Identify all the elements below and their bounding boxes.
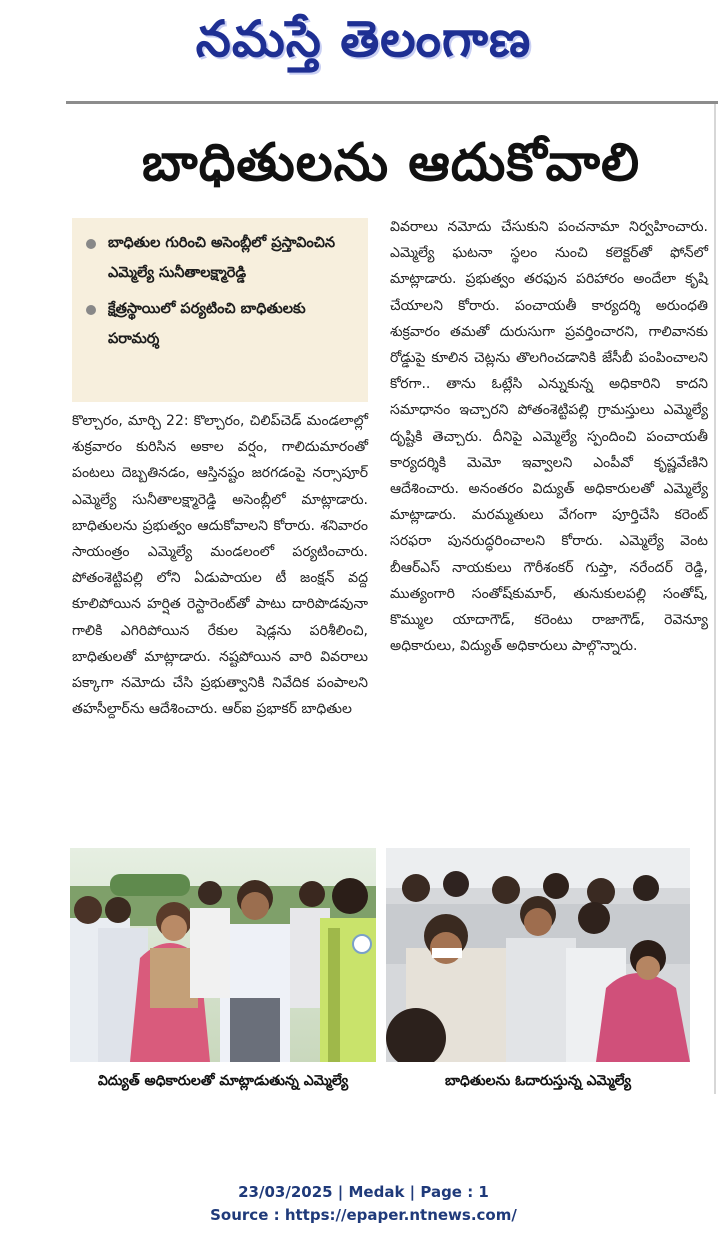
photo-illustration bbox=[386, 848, 690, 1062]
bullet-icon bbox=[86, 305, 96, 315]
article-column-right: వివరాలు నమోదు చేసుకుని పంచనామా నిర్వహించారు. ఎమ్మెల్యే ఘటనా స్థలం నుంచి కలెక్టర్‌తో ఫోన్‌లో మాట్లాడారు. ప్రభుత్వం తరఫున పరిహారం అందేలా కృషి చేయాలని కోరారు. పంచాయతీ కార్యదర్శి అరుంధతి శుక్రవారం తమతో దురుసుగా ప్రవర్తించారని, గాలివానకు రోడ్డుపై కూలిన చెట్లను తొలగించడానికి జేసీబీ పంపించాలని కోరగా.. తాను ఓట్లేసి ఎన్నుకున్న అధికారిని కాదని సమాధానం ఇచ్చారని పోతంశెట్టిపల్లి గ్రామస్తులు ఎమ్మెల్యే దృష్టికి తెచ్చారు. దీనిపై ఎమ్మెల్యే స్పందించి పంచాయతీ కార్యదర్శికి మెమో ఇవ్వాలని ఎంపీవో కృష్ణవేణిని ఆదేశించారు. అనంతరం విద్యుత్ అధికారులతో ఎమ్మెల్యే మాట్లాడారు. మరమ్మతులు వేగంగా పూర్తిచేసి కరెంట్ సరఫరా పునరుద్ధరించాలని కోరారు. ఎమ్మెల్యే వెంట బీఆర్ఎస్ నాయకులు గౌరీశంకర్ గుప్తా, నరేందర్ రెడ్డి, ముత్యంగారి సంతోష్‌కుమార్, తునుకులపల్లి సంతోష్, కొమ్ముల యాదాగౌడ్, కరెంటు రాజాగౌడ్, రెవెన్యూ అధికారులు, విద్యుత్ అధికారులు పాల్గొన్నారు. bbox=[390, 219, 708, 655]
masthead bbox=[0, 0, 727, 80]
page-edge-rule bbox=[714, 104, 716, 1094]
edition-info: 23/03/2025 | Medak | Page : 1 bbox=[238, 1183, 489, 1201]
newspaper-logo: నమస్తే తెలంగాణ bbox=[195, 10, 532, 68]
bullet-icon bbox=[86, 239, 96, 249]
highlight-item bbox=[82, 228, 358, 288]
highlights-box bbox=[72, 218, 368, 402]
highlight-item bbox=[82, 294, 358, 354]
highlight-text: క్షేత్రస్థాయిలో పర్యటించి బాధితులకు పరామర్శ bbox=[108, 301, 306, 347]
article-headline: బాధితులను ఆదుకోవాలి bbox=[141, 133, 641, 193]
photo-illustration bbox=[70, 848, 376, 1062]
photo-caption-right: బాధితులను ఓదారుస్తున్న ఎమ్మెల్యే bbox=[445, 1073, 631, 1089]
source-link[interactable]: Source : https://epaper.ntnews.com/ bbox=[210, 1206, 517, 1224]
photo-mla-consoling-victims bbox=[386, 848, 690, 1062]
photo-caption-left: విద్యుత్ అధికారులతో మాట్లాడుతున్న ఎమ్మెల్యే bbox=[97, 1073, 349, 1089]
photo-mla-with-officials bbox=[70, 848, 376, 1062]
article-column-left: కొల్చారం, మార్చి 22: కొల్చారం, చిలిప్‌చెడ్ మండలాల్లో శుక్రవారం కురిసిన అకాల వర్షం, గాలిదుమారంతో పంటలు దెబ్బతినడం, ఆస్తినష్టం జరగడంపై నర్సాపూర్ ఎమ్మెల్యే సునీతాలక్ష్మారెడ్డి అసెంబ్లీలో మాట్లాడారు. బాధితులను ప్రభుత్వం ఆదుకోవాలని కోరారు. శనివారం సాయంత్రం ఎమ్మెల్యే మండలంలో పర్యటించారు. పోతంశెట్టిపల్లి లోని ఏడుపాయల టీ జంక్షన్ వద్ద కూలిపోయిన హర్షిత రెస్టారెంట్‌తో పాటు దారిపొడవునా గాలికి ఎగిరిపోయిన రేకుల షెడ్లను పరిశీలించి, బాధితులతో మాట్లాడారు. నష్టపోయిన వారి వివరాలు పక్కాగా నమోదు చేసి ప్రభుత్వానికి నివేదిక పంపాలని తహసీల్దార్‌ను ఆదేశించారు. ఆర్ఐ ప్రభాకర్ బాధితుల bbox=[72, 413, 368, 718]
highlight-text: బాధితుల గురించి అసెంబ్లీలో ప్రస్తావించిన ఎమ్మెల్యే సునీతాలక్ష్మారెడ్డి bbox=[108, 235, 336, 281]
header-divider bbox=[66, 101, 718, 104]
